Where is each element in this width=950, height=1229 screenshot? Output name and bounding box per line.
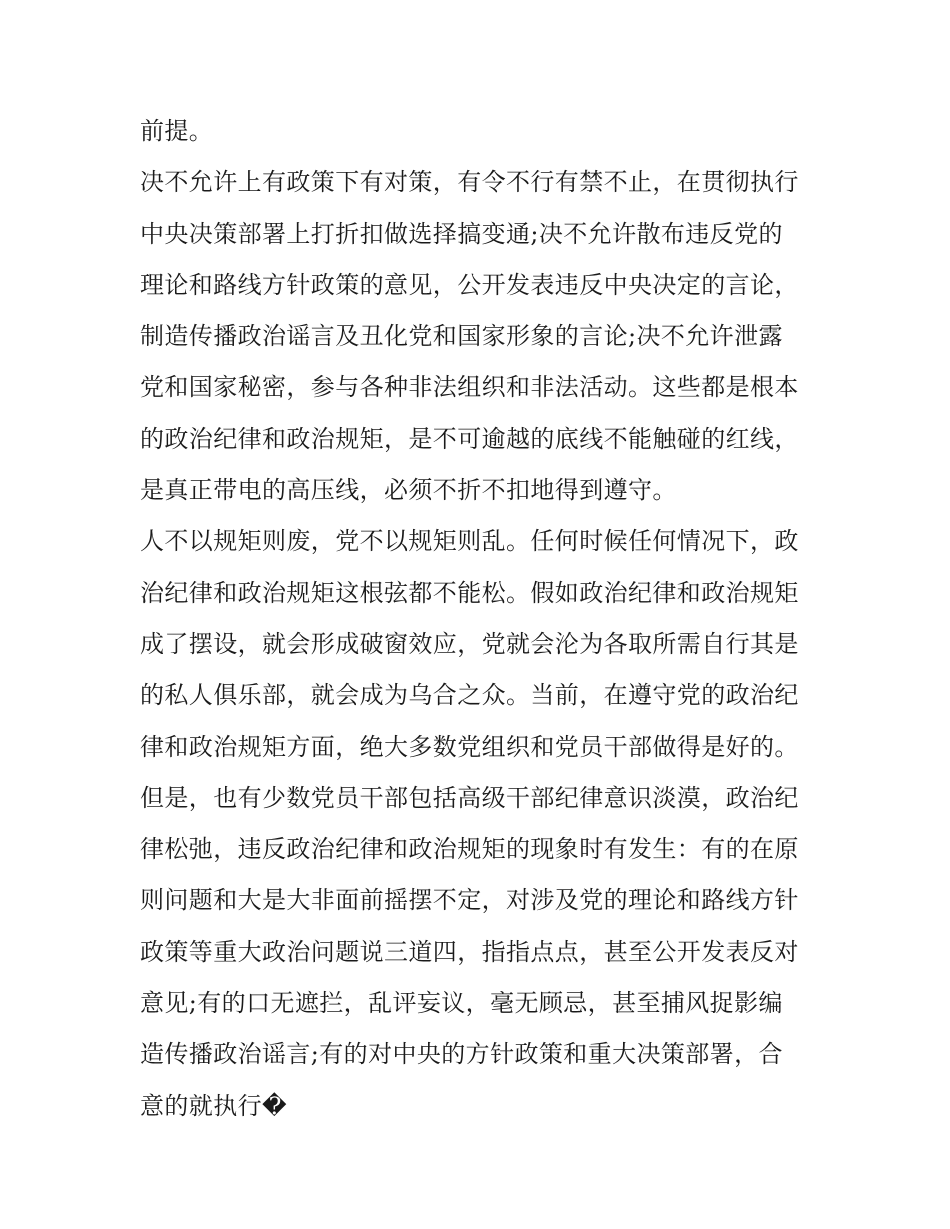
- text-line: 律和政治规矩方面，绝大多数党组织和党员干部做得是好的。: [140, 732, 799, 761]
- text-line: 制造传播政治谣言及丑化党和国家形象的言论;决不允许泄露: [140, 322, 783, 351]
- text-line: 政策等重大政治问题说三道四，指指点点，甚至公开发表反对: [140, 937, 799, 966]
- text-line: 理论和路线方针政策的意见，公开发表违反中央决定的言论，: [140, 270, 799, 299]
- text-line: 则问题和大是大非面前摇摆不定，对涉及党的理论和路线方针: [140, 886, 799, 915]
- text-line: 律松弛，违反政治纪律和政治规矩的现象时有发生：有的在原: [140, 835, 799, 864]
- text-line: 人不以规矩则废，党不以规矩则乱。任何时候任何情况下，政: [140, 527, 799, 556]
- text-line: 但是，也有少数党员干部包括高级干部纪律意识淡漠，政治纪: [140, 783, 799, 812]
- text-line: 是真正带电的高压线，必须不折不扣地得到遵守。: [140, 476, 677, 505]
- body-text: [140, 106, 820, 1132]
- text-line: 意见;有的口无遮拦，乱评妄议，毫无顾忌，甚至捕风捉影编: [140, 989, 783, 1018]
- text-line: 意的就执行�: [140, 1091, 288, 1120]
- text-line: 的私人俱乐部，就会成为乌合之众。当前，在遵守党的政治纪: [140, 681, 799, 710]
- text-line: 党和国家秘密，参与各种非法组织和非法活动。这些都是根本: [140, 373, 799, 402]
- text-line: 造传播政治谣言;有的对中央的方针政策和重大决策部署，合: [140, 1040, 783, 1069]
- text-line: 成了摆设，就会形成破窗效应，党就会沦为各取所需自行其是: [140, 629, 799, 658]
- text-line: 前提。: [140, 117, 214, 145]
- text-line: 中央决策部署上打折扣做选择搞变通;决不允许散布违反党的: [140, 219, 783, 248]
- text-line: 的政治纪律和政治规矩，是不可逾越的底线不能触碰的红线，: [140, 424, 799, 453]
- text-line: 决不允许上有政策下有对策，有令不行有禁不止，在贯彻执行: [140, 168, 799, 197]
- text-line: 治纪律和政治规矩这根弦都不能松。假如政治纪律和政治规矩: [140, 578, 799, 607]
